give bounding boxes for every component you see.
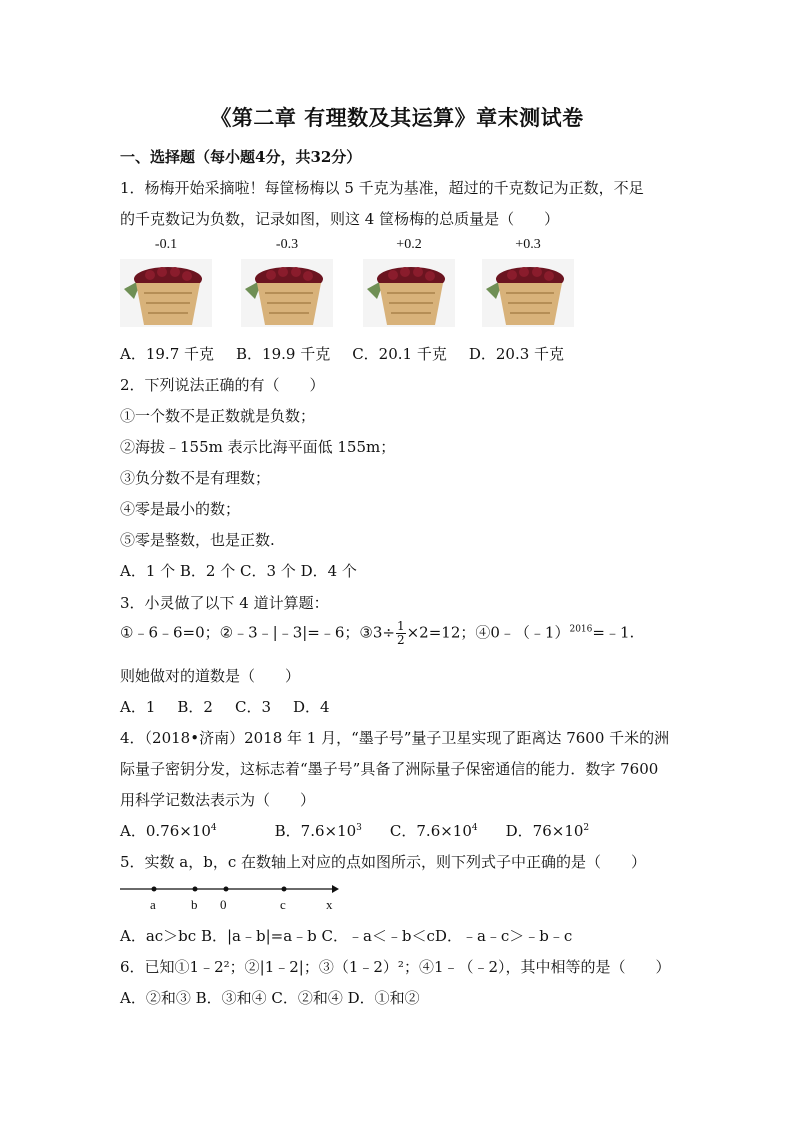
q1-option-b: B．19.9 千克 — [236, 345, 331, 363]
basket-label-2: -0.3 — [275, 237, 299, 252]
q3-option-b: B．2 — [177, 698, 213, 716]
page-title: 《第二章 有理数及其运算》章末测试卷 — [210, 105, 584, 130]
q3-expr-part-c: =﹣1. — [592, 623, 635, 642]
q2-stem: 2．下列说法正确的有（ ） — [120, 376, 325, 394]
point-c — [282, 887, 287, 892]
q3-expression — [120, 620, 634, 647]
q2-item-2: ②海拔﹣155m 表示比海平面低 155m； — [120, 438, 396, 456]
q2-item-1: ①一个数不是正数就是负数； — [120, 407, 316, 425]
number-line — [120, 880, 340, 898]
q4-line2: 际量子密钥分发，这标志着“墨子号”具备了洲际量子保密通信的能力．数字 7600 — [120, 760, 659, 778]
axis-label-b: b — [191, 897, 198, 912]
q3-option-d: D．4 — [293, 698, 330, 716]
section-heading: 一、选择题（每小题4分，共32分） — [120, 148, 362, 166]
basket-label-1: -0.1 — [154, 237, 178, 252]
q4-option-d: D．$76\times 10^2$ — [505, 822, 590, 840]
q4-options — [120, 820, 611, 841]
point-b — [193, 887, 198, 892]
q3-expr-part-a: ①﹣6﹣6=0；②﹣3﹣|﹣3|=﹣6；③3÷ — [120, 623, 395, 642]
axis-label-x: x — [326, 897, 333, 912]
q3-expr-part-b: ×2=12；④0﹣（﹣1） — [406, 623, 570, 642]
q2-item-4: ④零是最小的数； — [120, 500, 241, 518]
q3-line2: 则她做对的道数是（ ） — [120, 667, 301, 685]
q2-options: A．1 个 B．2 个 C．3 个 D．4 个 — [120, 562, 357, 580]
axis-label-a: a — [150, 897, 156, 912]
q3-fraction-den: 2 — [396, 633, 405, 647]
basket-image-3 — [363, 259, 455, 327]
basket-label-3: +0.2 — [396, 237, 422, 252]
q5-options: A．ac＞bc B．|a﹣b|=a﹣b C．﹣a＜﹣b＜cD．﹣a﹣c＞﹣b﹣c — [120, 927, 573, 945]
q4-option-a: A．$0.76\times 10^4$ — [120, 822, 217, 840]
q4-option-c: C．$7.6\times 10^4$ — [389, 822, 478, 840]
q3-option-a: A．1 — [120, 698, 156, 716]
q6-stem: 6．已知①1﹣2²；②|1﹣2|；③（1﹣2）²；④1﹣（﹣2），其中相等的是（ ） — [120, 958, 671, 976]
q3-fraction — [396, 620, 406, 647]
q1-line1: 1．杨梅开始采摘啦！每筐杨梅以 5 千克为基准，超过的千克数记为正数，不足 — [120, 179, 644, 197]
basket-image-2 — [241, 259, 333, 327]
basket-image-4 — [482, 259, 574, 327]
basket-label-4: +0.3 — [515, 237, 541, 252]
basket-image-1 — [120, 259, 212, 327]
q2-item-5: ⑤零是整数，也是正数. — [120, 531, 275, 549]
q3-option-c: C．3 — [234, 698, 271, 716]
point-a — [152, 887, 157, 892]
point-zero — [224, 887, 229, 892]
axis-label-zero: 0 — [220, 897, 227, 912]
axis-label-c: c — [280, 897, 286, 912]
q3-exponent: 2016 — [569, 624, 593, 635]
q2-item-3: ③负分数不是有理数； — [120, 469, 271, 487]
q4-line3: 用科学记数法表示为（ ） — [120, 791, 316, 809]
q1-option-d: D．20.3 千克 — [468, 345, 565, 363]
q6-options: A．②和③ B．③和④ C．②和④ D．①和② — [120, 989, 420, 1007]
q1-option-c: C．20.1 千克 — [352, 345, 447, 363]
q1-option-a: A．19.7 千克 — [120, 345, 214, 363]
q3-stem: 3．小灵做了以下 4 道计算题： — [120, 594, 329, 612]
q4-line1: 4．（2018•济南）2018 年 1 月，“墨子号”量子卫星实现了距离达 7600 千米的洲 — [120, 729, 670, 747]
q5-stem: 5．实数 a，b，c 在数轴上对应的点如图所示，则下列式子中正确的是（ ） — [120, 853, 647, 871]
q3-fraction-num: 1 — [396, 619, 405, 633]
q4-option-b: B．$7.6\times 10^3$ — [274, 822, 362, 840]
q3-options — [120, 696, 352, 717]
q1-line2: 的千克数记为负数，记录如图，则这 4 筐杨梅的总质量是（ ） — [120, 210, 560, 228]
q1-options — [120, 343, 586, 364]
